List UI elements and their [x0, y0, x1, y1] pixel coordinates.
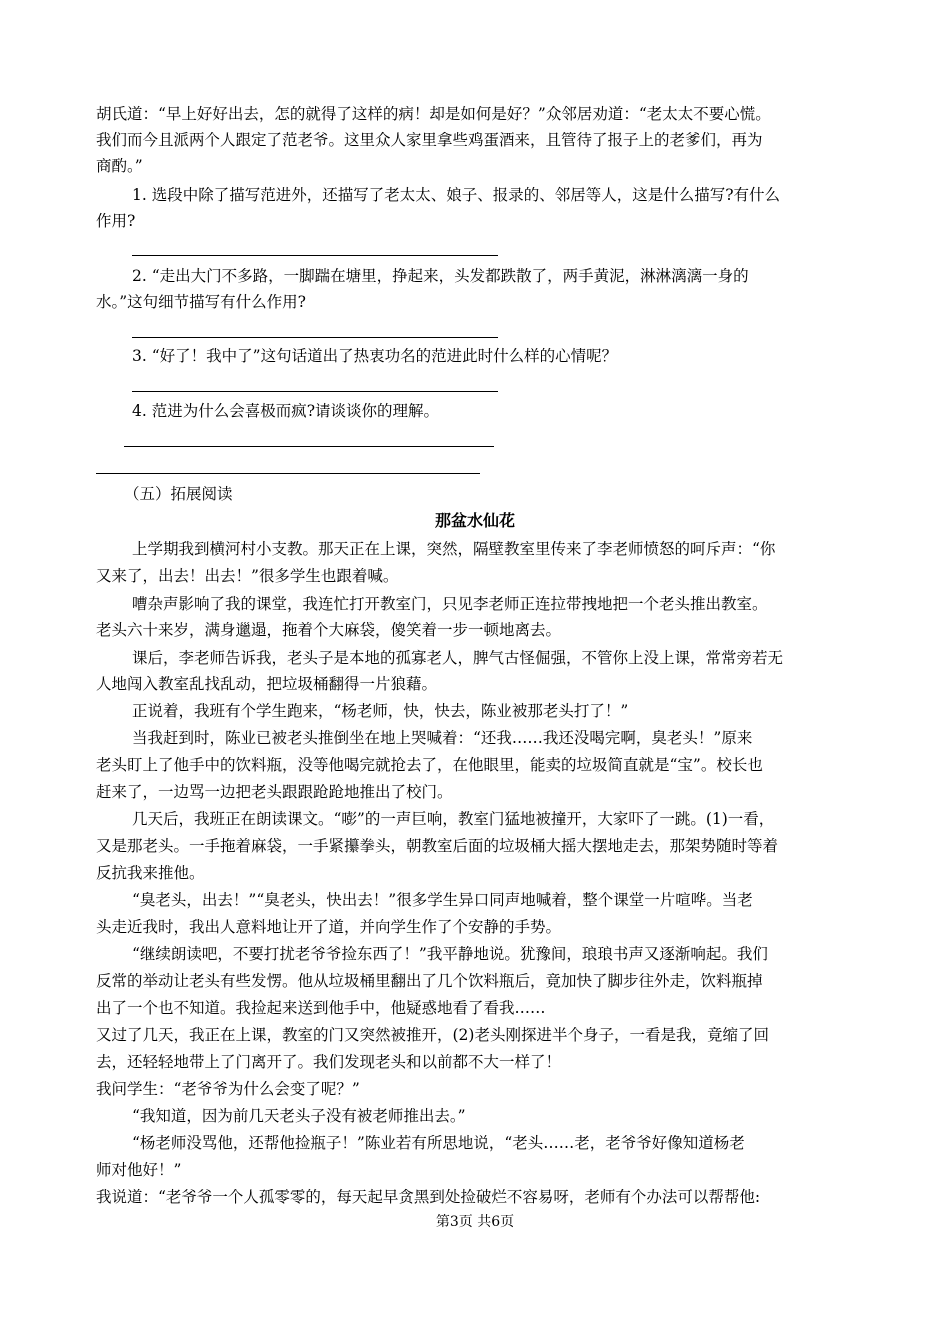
story-line: 当我赶到时，陈业已被老头推倒坐在地上哭喊着：“还我……我还没喝完啊，臭老头！”原来 — [132, 729, 753, 747]
section-label: （五）拓展阅读 — [124, 485, 233, 503]
story-line: 课后，李老师告诉我，老头子是本地的孤寡老人，脾气古怪倔强，不管你上没上课，常常旁若无 — [132, 649, 784, 667]
story-line: 又是那老头。一手拖着麻袋，一手紧攥拳头，朝教室后面的垃圾桶大摇大摆地走去，那架势随时等着 — [96, 837, 779, 855]
question-2-line: 水。”这句细节描写有什么作用? — [96, 293, 306, 311]
story-line: “继续朗读吧，不要打扰老爷爷捡东西了！”我平静地说。犹豫间，琅琅书声又逐渐响起。我们 — [132, 945, 768, 963]
story-line: 又过了几天，我正在上课，教室的门又突然被推开，(2)老头刚探进半个身子，一看是我，竟缩了回 — [96, 1026, 769, 1044]
story-line: 我说道：“老爷爷一个人孤零零的，每天起早贪黑到处捡破烂不容易呀，老师有个办法可以帮帮他: — [96, 1188, 761, 1206]
intro-line: 胡氏道：“早上好好出去，怎的就得了这样的病！却是如何是好？”众邻居劝道：“老太太不要心慌。 — [96, 105, 771, 123]
answer-line-4b[interactable] — [96, 473, 480, 474]
page-footer: 第3页 共6页 — [435, 1214, 515, 1230]
story-line: “我知道，因为前几天老头子没有被老师推出去。” — [132, 1107, 466, 1125]
story-line: 出了一个也不知道。我捡起来送到他手中，他疑惑地看了看我…… — [96, 999, 546, 1017]
story-line: 反抗我来推他。 — [96, 864, 205, 882]
story-line: 反常的举动让老头有些发愣。他从垃圾桶里翻出了几个饮料瓶后，竟加快了脚步往外走，饮料瓶掉 — [96, 972, 763, 990]
answer-line-1[interactable] — [132, 255, 498, 256]
question-3-line: 3. “好了！我中了”这句话道出了热衷功名的范进此时什么样的心情呢？ — [132, 347, 618, 365]
story-line: 上学期我到横河村小支教。那天正在上课，突然，隔壁教室里传来了李老师愤怒的呵斥声：“你 — [132, 540, 776, 558]
intro-line: 我们而今且派两个人跟定了范老爷。这里众人家里拿些鸡蛋酒来，且管待了报子上的老爹们，再为 — [96, 131, 763, 149]
story-line: 头走近我时，我出人意料地让开了道，并向学生作了个安静的手势。 — [96, 918, 562, 936]
question-2-line: 2. “走出大门不多路，一脚踹在塘里，挣起来，头发都跌散了，两手黄泥，淋淋漓漓一身的 — [132, 267, 749, 285]
story-line: 几天后，我班正在朗读课文。“嘭”的一声巨响，教室门猛地被撞开，大家吓了一跳。(1)一看， — [132, 810, 775, 828]
answer-line-3[interactable] — [132, 391, 498, 392]
story-line: 正说着，我班有个学生跑来，“杨老师，快，快去，陈业被那老头打了！” — [132, 702, 629, 720]
question-1-line: 作用? — [96, 212, 136, 230]
intro-line: 商酌。” — [96, 157, 143, 175]
story-line: 师对他好！” — [96, 1161, 182, 1179]
story-line: 赶来了，一边骂一边把老头跟跟跄跄地推出了校门。 — [96, 783, 453, 801]
story-line: 老头盯上了他手中的饮料瓶，没等他喝完就抢去了，在他眼里，能卖的垃圾简直就是“宝”。校长也 — [96, 756, 763, 774]
story-line: 又来了，出去！出去！”很多学生也跟着喊。 — [96, 567, 399, 585]
answer-line-4a[interactable] — [124, 446, 494, 447]
story-line: 老头六十来岁，满身邋遢，拖着个大麻袋，傻笑着一步一顿地离去。 — [96, 621, 562, 639]
story-line: “杨老师没骂他，还帮他捡瓶子！”陈业若有所思地说，“老头……老，老爷爷好像知道杨老 — [132, 1134, 745, 1152]
question-4-line: 4. 范进为什么会喜极而疯?请谈谈你的理解。 — [132, 402, 440, 420]
story-line: 我问学生：“老爷爷为什么会变了呢？” — [96, 1080, 360, 1098]
question-1-line: 1. 选段中除了描写范进外，还描写了老太太、娘子、报录的、邻居等人，这是什么描写?有什么 — [132, 186, 781, 204]
story-line: 嘈杂声影响了我的课堂，我连忙打开教室门，只见李老师正连拉带拽地把一个老头推出教室。 — [132, 595, 768, 613]
answer-line-2[interactable] — [132, 337, 498, 338]
story-line: 去，还轻轻地带上了门离开了。我们发现老头和以前都不大一样了！ — [96, 1053, 562, 1071]
story-line: 人地闯入教室乱找乱动，把垃圾桶翻得一片狼藉。 — [96, 675, 438, 693]
story-title: 那盆水仙花 — [434, 511, 515, 530]
story-line: “臭老头，出去！”“臭老头，快出去！”很多学生异口同声地喊着，整个课堂一片喧哗。当老 — [132, 891, 753, 909]
